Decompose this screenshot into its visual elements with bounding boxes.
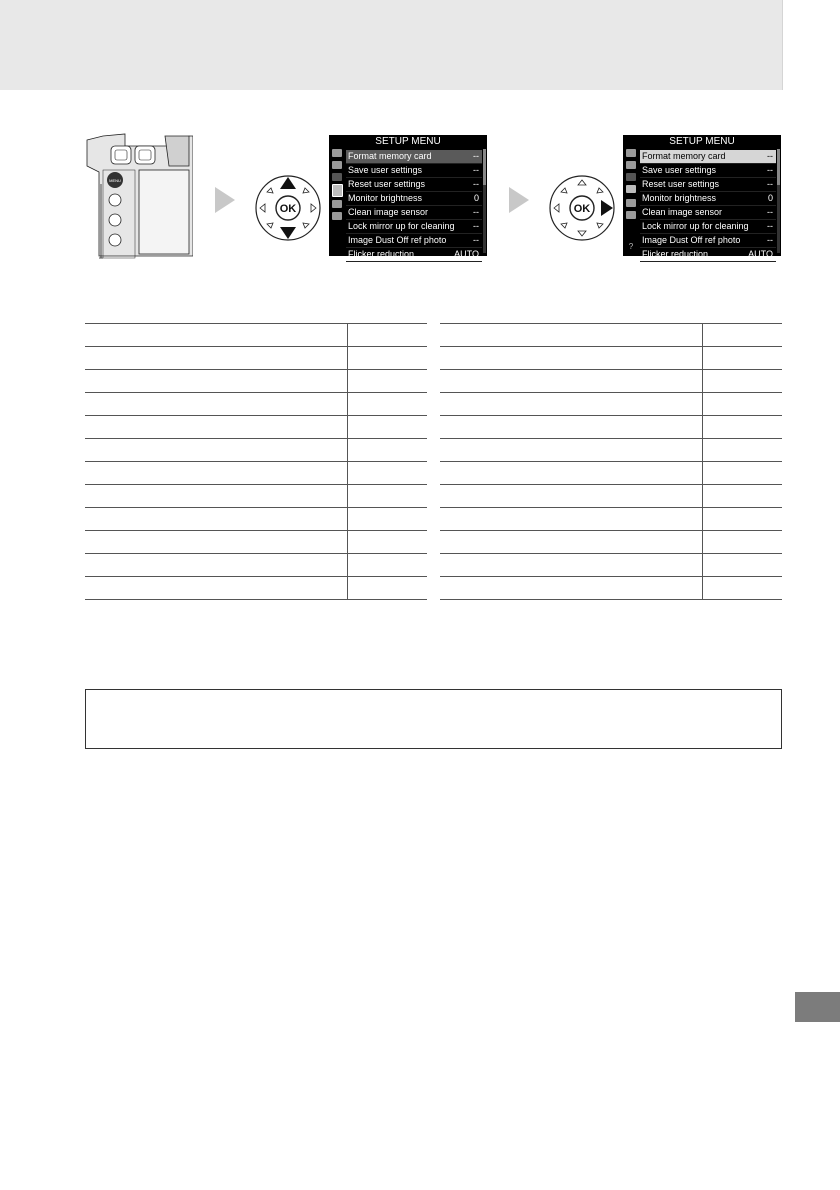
menu-item: Lock mirror up for cleaning -- — [640, 220, 776, 234]
table-row — [85, 554, 427, 577]
table-row — [440, 508, 782, 531]
options-table-right — [440, 323, 782, 600]
table-row — [440, 577, 782, 600]
table-row — [440, 439, 782, 462]
step-arrow-icon — [215, 187, 235, 213]
options-table-left — [85, 323, 427, 600]
menu-item: Reset user settings -- — [640, 178, 776, 192]
retouch-menu-icon — [626, 199, 636, 207]
table-row — [85, 416, 427, 439]
menu-sidebar — [624, 147, 638, 256]
custom-settings-icon — [626, 173, 636, 181]
custom-settings-icon — [332, 173, 342, 181]
setup-menu-icon — [626, 185, 636, 193]
table-row — [85, 462, 427, 485]
table-row — [440, 485, 782, 508]
menu-item: Clean image sensor -- — [346, 206, 482, 220]
playback-menu-icon — [626, 149, 636, 157]
menu-item: Lock mirror up for cleaning -- — [346, 220, 482, 234]
menu-item: Clean image sensor -- — [640, 206, 776, 220]
ok-button-label: OK — [573, 203, 591, 215]
menu-item: Monitor brightness 0 — [640, 192, 776, 206]
menu-title: SETUP MENU — [375, 136, 441, 147]
multi-selector-right-icon — [548, 174, 616, 242]
retouch-menu-icon — [332, 200, 342, 208]
table-row — [85, 393, 427, 416]
shooting-menu-icon — [332, 161, 342, 169]
my-menu-icon — [332, 212, 342, 220]
note-box — [85, 689, 782, 749]
setup-menu-screen-item-selected — [623, 135, 781, 259]
help-icon: ? — [628, 242, 634, 251]
playback-menu-icon — [332, 149, 342, 157]
menu-scrollbar — [777, 149, 780, 253]
menu-item: Flicker reduction AUTO — [346, 248, 482, 262]
ok-button-label: OK — [279, 203, 297, 215]
table-row — [85, 577, 427, 600]
menu-button-label: MENU — [109, 178, 121, 183]
setup-menu-icon — [332, 184, 343, 197]
table-row — [440, 416, 782, 439]
table-header-row — [85, 324, 427, 347]
table-row — [85, 531, 427, 554]
table-row — [440, 370, 782, 393]
section-thumb-tab — [795, 992, 840, 1022]
menu-item: Format memory card -- — [640, 150, 776, 164]
table-row — [440, 462, 782, 485]
banner-edge — [782, 0, 783, 90]
multi-selector-up-down-icon — [254, 174, 322, 242]
menu-item: Save user settings -- — [346, 164, 482, 178]
menu-sidebar — [330, 147, 344, 256]
camera-back-illustration — [85, 132, 193, 260]
menu-item: Flicker reduction AUTO — [640, 248, 776, 262]
table-row — [440, 347, 782, 370]
shooting-menu-icon — [626, 161, 636, 169]
setup-menu-screen-tab-selected — [329, 135, 487, 259]
step-arrow-icon — [509, 187, 529, 213]
page-header-banner — [0, 0, 782, 90]
table-row — [440, 554, 782, 577]
menu-item: Image Dust Off ref photo -- — [640, 234, 776, 248]
table-row — [85, 347, 427, 370]
menu-title: SETUP MENU — [669, 136, 735, 147]
menu-item: Monitor brightness 0 — [346, 192, 482, 206]
my-menu-icon — [626, 211, 636, 219]
table-row — [85, 508, 427, 531]
table-row — [85, 485, 427, 508]
table-row — [440, 531, 782, 554]
menu-scrollbar — [483, 149, 486, 253]
menu-item: Image Dust Off ref photo -- — [346, 234, 482, 248]
table-row — [85, 439, 427, 462]
menu-item: Save user settings -- — [640, 164, 776, 178]
table-row — [440, 393, 782, 416]
menu-item: Reset user settings -- — [346, 178, 482, 192]
table-row — [85, 370, 427, 393]
menu-item: Format memory card -- — [346, 150, 482, 164]
table-header-row — [440, 324, 782, 347]
